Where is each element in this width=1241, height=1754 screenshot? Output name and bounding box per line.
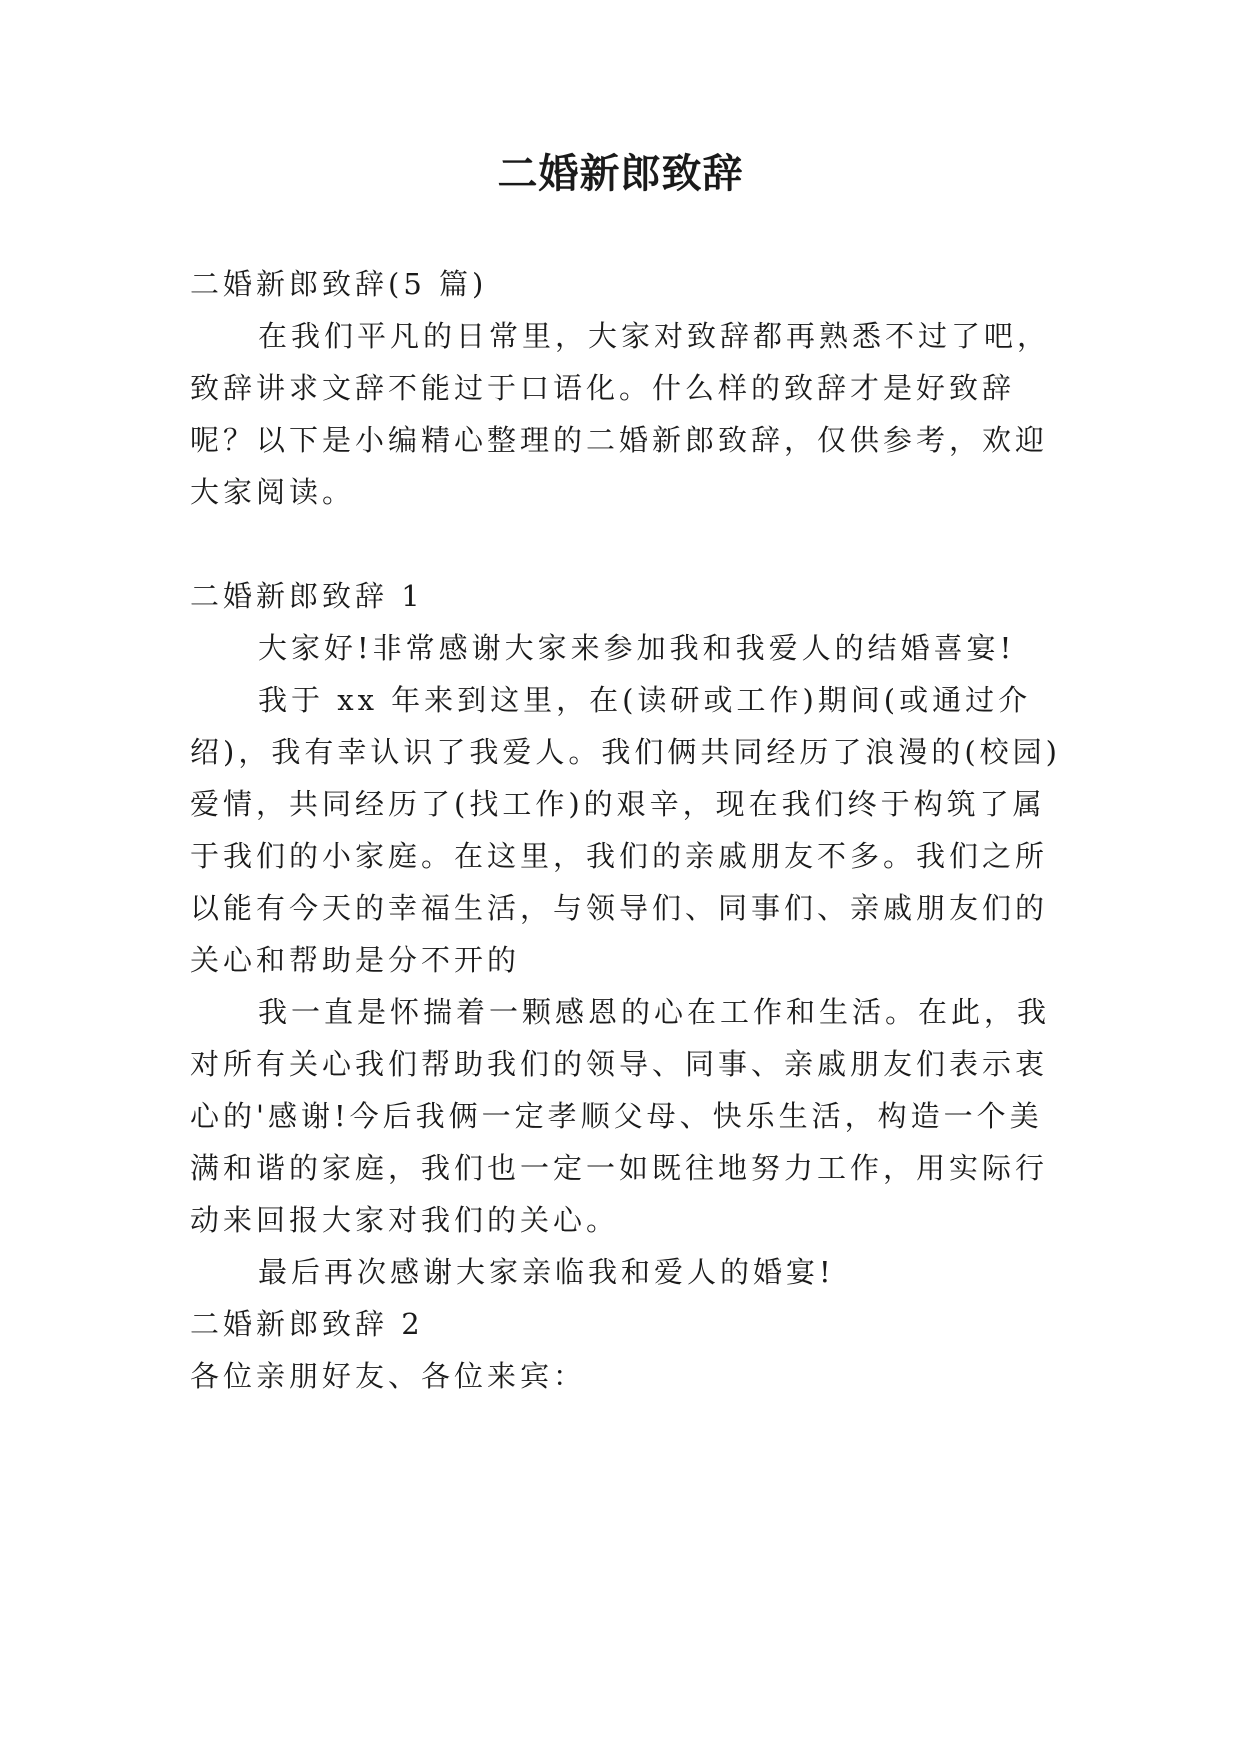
intro-line-2: 致辞讲求文辞不能过于口语化。什么样的致辞才是好致辞	[190, 371, 1016, 405]
document-title: 二婚新郎致辞	[497, 151, 744, 197]
body-line-6: 以能有今天的幸福生活，与领导们、同事们、亲戚朋友们的	[190, 891, 1049, 925]
heading-main: 二婚新郎致辞(5 篇)	[190, 267, 488, 301]
intro-line-4: 大家阅读。	[190, 475, 356, 509]
body-line-14: 各位亲朋好友、各位来宾：	[190, 1359, 587, 1393]
body-line-9: 对所有关心我们帮助我们的领导、同事、亲戚朋友们表示衷	[190, 1047, 1049, 1081]
body-line-7: 关心和帮助是分不开的	[190, 943, 521, 977]
body-line-10: 心的'感谢!今后我俩一定孝顺父母、快乐生活，构造一个美	[190, 1099, 1043, 1133]
body-line-12: 动来回报大家对我们的关心。	[190, 1203, 620, 1237]
intro-line-1: 在我们平凡的日常里，大家对致辞都再熟悉不过了吧，	[258, 319, 1051, 353]
body-line-4: 爱情，共同经历了(找工作)的艰辛，现在我们终于构筑了属	[190, 787, 1046, 821]
section-heading-2: 二婚新郎致辞 2	[190, 1307, 424, 1341]
intro-line-3: 呢？以下是小编精心整理的二婚新郎致辞，仅供参考，欢迎	[190, 423, 1049, 457]
body-line-5: 于我们的小家庭。在这里，我们的亲戚朋友不多。我们之所	[190, 839, 1049, 873]
body-line-1: 大家好!非常感谢大家来参加我和我爱人的结婚喜宴!	[258, 631, 1016, 665]
body-line-11: 满和谐的家庭，我们也一定一如既往地努力工作，用实际行	[190, 1151, 1049, 1185]
body-line-13: 最后再次感谢大家亲临我和爱人的婚宴!	[258, 1255, 835, 1289]
body-line-2: 我于 xx 年来到这里，在(读研或工作)期间(或通过介	[258, 683, 1032, 717]
body-line-8: 我一直是怀揣着一颗感恩的心在工作和生活。在此，我	[258, 995, 1051, 1029]
body-line-3: 绍)，我有幸认识了我爱人。我们俩共同经历了浪漫的(校园)	[190, 735, 1061, 769]
section-heading-1: 二婚新郎致辞 1	[190, 579, 424, 613]
